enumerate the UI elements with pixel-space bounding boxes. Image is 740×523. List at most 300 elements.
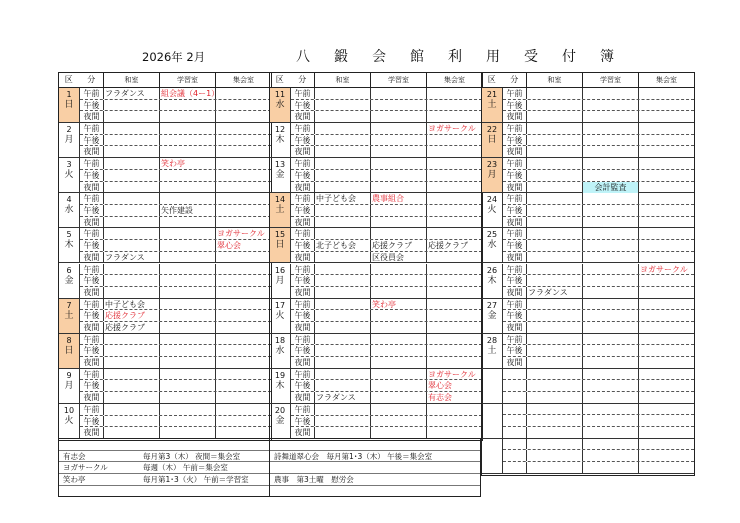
booking-cell-gakushu[interactable] <box>371 357 427 368</box>
booking-cell-washitsu[interactable] <box>527 322 583 333</box>
booking-cell-gakushu[interactable] <box>160 217 216 228</box>
booking-cell-gakushu[interactable] <box>160 416 216 427</box>
booking-cell-washitsu[interactable] <box>315 123 371 134</box>
booking-cell-gakushu[interactable] <box>583 228 639 239</box>
booking-cell-gakushu[interactable] <box>371 380 427 391</box>
booking-cell-shukai[interactable] <box>427 217 482 228</box>
booking-cell-gakushu[interactable] <box>583 264 639 275</box>
booking-cell-washitsu[interactable] <box>315 299 371 310</box>
booking-cell-gakushu[interactable]: 区役員会 <box>371 252 427 263</box>
booking-cell-washitsu[interactable]: 中子ども会 <box>315 193 371 204</box>
booking-cell-washitsu[interactable] <box>527 392 583 403</box>
booking-cell-gakushu[interactable] <box>583 462 639 473</box>
booking-cell-washitsu[interactable] <box>104 100 160 111</box>
booking-cell-washitsu[interactable] <box>315 146 371 157</box>
time-slots <box>80 264 271 298</box>
booking-cell-shukai[interactable] <box>639 310 694 321</box>
booking-cell-washitsu[interactable] <box>527 252 583 263</box>
booking-cell-gakushu[interactable] <box>583 170 639 181</box>
booking-cell-washitsu[interactable] <box>315 416 371 427</box>
booking-cell-washitsu[interactable] <box>315 100 371 111</box>
booking-cell-washitsu[interactable] <box>315 182 371 193</box>
booking-cell-washitsu[interactable] <box>527 217 583 228</box>
booking-cell-shukai[interactable] <box>216 170 271 181</box>
booking-cell-washitsu[interactable] <box>315 111 371 122</box>
booking-cell-washitsu[interactable] <box>104 158 160 169</box>
booking-cell-washitsu[interactable] <box>104 228 160 239</box>
booking-cell-shukai[interactable] <box>639 228 694 239</box>
booking-cell-shukai[interactable] <box>427 88 482 99</box>
booking-cell-gakushu[interactable]: 組会議（4ー1） <box>161 89 220 98</box>
booking-cell-gakushu[interactable] <box>160 193 216 204</box>
booking-cell-washitsu[interactable] <box>527 146 583 157</box>
booking-cell-gakushu[interactable] <box>583 193 639 204</box>
booking-cell-shukai[interactable] <box>639 334 694 345</box>
booking-cell-gakushu[interactable] <box>371 322 427 333</box>
booking-cell-shukai[interactable] <box>216 111 271 122</box>
booking-cell-washitsu[interactable] <box>315 427 371 438</box>
booking-cell-gakushu[interactable] <box>583 369 639 379</box>
booking-cell-washitsu[interactable] <box>104 345 160 356</box>
day-number: 23 <box>486 160 498 170</box>
booking-cell-gakushu[interactable] <box>160 240 216 251</box>
booking-cell-gakushu[interactable] <box>371 158 427 169</box>
booking-cell-washitsu[interactable] <box>527 170 583 181</box>
slot-row <box>291 380 482 392</box>
booking-cell-shukai[interactable] <box>427 275 482 286</box>
booking-cell-shukai[interactable] <box>639 427 694 438</box>
booking-cell-gakushu[interactable] <box>160 287 216 298</box>
slot-label: 夜間 <box>80 111 104 122</box>
booking-cell-gakushu[interactable] <box>160 252 216 263</box>
booking-cell-gakushu[interactable] <box>583 334 639 345</box>
booking-cell-washitsu[interactable] <box>315 217 371 228</box>
booking-cell-gakushu[interactable] <box>583 111 639 122</box>
day-label <box>270 123 291 157</box>
booking-cell-shukai[interactable] <box>216 146 271 157</box>
booking-cell-shukai[interactable] <box>427 158 482 169</box>
booking-cell-shukai[interactable] <box>427 427 482 438</box>
booking-cell-shukai[interactable] <box>639 345 694 356</box>
booking-cell-gakushu[interactable] <box>160 123 216 134</box>
booking-cell-gakushu[interactable]: 矢作建設 <box>160 205 216 216</box>
booking-cell-gakushu[interactable] <box>583 275 639 286</box>
booking-cell-shukai[interactable] <box>639 357 694 368</box>
booking-cell-shukai[interactable] <box>639 252 694 263</box>
booking-cell-washitsu[interactable] <box>315 88 371 99</box>
booking-cell-gakushu[interactable] <box>371 345 427 356</box>
booking-cell-shukai[interactable] <box>216 135 271 146</box>
booking-cell-shukai[interactable] <box>639 369 694 379</box>
booking-cell-shukai[interactable] <box>427 404 482 415</box>
booking-cell-gakushu[interactable]: 応援クラブ <box>371 240 427 251</box>
booking-cell-gakushu[interactable] <box>583 404 639 414</box>
booking-cell-shukai[interactable] <box>427 310 482 321</box>
booking-cell-shukai[interactable] <box>427 146 482 157</box>
booking-cell-shukai[interactable] <box>639 111 694 122</box>
booking-cell-shukai[interactable] <box>639 123 694 134</box>
footer-note-name <box>63 439 143 450</box>
booking-cell-washitsu[interactable] <box>104 334 160 345</box>
day-label <box>270 158 291 192</box>
booking-cell-gakushu[interactable] <box>583 88 639 99</box>
booking-cell-gakushu[interactable] <box>371 416 427 427</box>
booking-cell-washitsu[interactable] <box>104 275 160 286</box>
booking-cell-shukai[interactable] <box>639 182 694 193</box>
booking-cell-shukai[interactable] <box>216 287 271 298</box>
booking-cell-shukai[interactable] <box>216 182 271 193</box>
booking-cell-washitsu[interactable]: フラダンス <box>104 252 160 263</box>
booking-cell-shukai[interactable] <box>427 182 482 193</box>
booking-cell-shukai[interactable] <box>216 334 271 345</box>
booking-cell-washitsu[interactable] <box>104 111 160 122</box>
booking-cell-gakushu[interactable]: 会計監査 <box>583 182 639 193</box>
booking-cell-gakushu[interactable] <box>371 310 427 321</box>
booking-cell-washitsu[interactable] <box>527 310 583 321</box>
booking-cell-shukai[interactable] <box>639 415 694 425</box>
time-slots <box>291 264 482 298</box>
booking-cell-gakushu[interactable] <box>583 322 639 333</box>
booking-cell-washitsu[interactable] <box>104 170 160 181</box>
booking-cell-gakushu[interactable] <box>371 264 427 275</box>
booking-cell-shukai[interactable] <box>427 264 482 275</box>
booking-cell-shukai[interactable] <box>427 345 482 356</box>
slot-label: 午後 <box>503 100 527 111</box>
slot-row <box>80 369 271 381</box>
booking-cell-washitsu[interactable] <box>104 193 160 204</box>
booking-cell-shukai[interactable]: ヨガサークル <box>428 369 476 379</box>
booking-cell-washitsu[interactable] <box>527 369 583 379</box>
booking-cell-washitsu[interactable] <box>104 217 160 228</box>
booking-cell-gakushu[interactable]: 笑わ亭 <box>371 299 427 310</box>
booking-cell-washitsu[interactable] <box>315 310 371 321</box>
booking-cell-shukai[interactable] <box>639 135 694 146</box>
booking-cell-washitsu[interactable] <box>315 205 371 216</box>
booking-cell-washitsu[interactable] <box>104 416 160 427</box>
booking-cell-shukai[interactable] <box>216 205 271 216</box>
booking-cell-shukai[interactable] <box>216 88 271 99</box>
booking-cell-shukai[interactable] <box>639 193 694 204</box>
booking-cell-washitsu[interactable] <box>527 345 583 356</box>
booking-cell-gakushu[interactable] <box>160 170 216 181</box>
booking-cell-shukai[interactable] <box>427 205 482 216</box>
booking-cell-gakushu[interactable] <box>160 275 216 286</box>
booking-cell-gakushu[interactable] <box>371 404 427 415</box>
booking-cell-washitsu[interactable] <box>315 275 371 286</box>
booking-cell-washitsu[interactable] <box>315 380 371 391</box>
booking-cell-gakushu[interactable] <box>160 228 216 239</box>
booking-cell-shukai[interactable] <box>427 322 482 333</box>
booking-cell-washitsu[interactable] <box>104 240 160 251</box>
booking-cell-washitsu[interactable] <box>527 299 583 310</box>
booking-cell-shukai[interactable] <box>427 334 482 345</box>
booking-cell-shukai[interactable] <box>427 287 482 298</box>
booking-cell-washitsu[interactable] <box>527 193 583 204</box>
booking-cell-shukai[interactable] <box>216 158 271 169</box>
booking-cell-washitsu[interactable] <box>104 205 160 216</box>
booking-cell-gakushu[interactable] <box>160 404 216 415</box>
time-slots <box>291 404 482 438</box>
booking-cell-shukai[interactable] <box>639 322 694 333</box>
booking-cell-washitsu[interactable] <box>104 392 160 403</box>
booking-cell-washitsu[interactable] <box>104 427 160 438</box>
booking-cell-shukai[interactable] <box>216 392 271 403</box>
booking-cell-shukai[interactable]: 翠心会 <box>217 241 241 251</box>
booking-cell-shukai[interactable] <box>427 170 482 181</box>
booking-cell-shukai[interactable]: 応援クラブ <box>428 241 468 251</box>
booking-cell-shukai[interactable]: ヨガサークル <box>217 229 265 239</box>
booking-cell-gakushu[interactable] <box>371 111 427 122</box>
booking-cell-washitsu[interactable] <box>104 404 160 415</box>
booking-cell-gakushu[interactable] <box>583 450 639 460</box>
booking-cell-shukai[interactable] <box>639 158 694 169</box>
booking-cell-gakushu[interactable] <box>371 123 427 134</box>
booking-cell-washitsu[interactable] <box>315 135 371 146</box>
column-header-gakushu: 学習室 <box>371 73 427 87</box>
booking-cell-washitsu[interactable] <box>104 182 160 193</box>
booking-cell-gakushu[interactable] <box>371 100 427 111</box>
booking-cell-washitsu[interactable]: 中子ども会 <box>104 299 160 310</box>
booking-cell-gakushu[interactable] <box>583 217 639 228</box>
booking-cell-gakushu[interactable] <box>583 146 639 157</box>
booking-cell-shukai[interactable] <box>639 170 694 181</box>
booking-cell-gakushu[interactable] <box>160 146 216 157</box>
booking-cell-washitsu[interactable] <box>104 135 160 146</box>
booking-cell-gakushu[interactable] <box>583 252 639 263</box>
booking-cell-gakushu[interactable] <box>160 135 216 146</box>
booking-cell-gakushu[interactable] <box>371 369 427 380</box>
booking-cell-shukai[interactable] <box>639 462 694 473</box>
booking-cell-gakushu[interactable] <box>160 380 216 391</box>
booking-cell-washitsu[interactable] <box>315 357 371 368</box>
booking-cell-washitsu[interactable] <box>315 228 371 239</box>
booking-cell-shukai[interactable] <box>639 380 694 390</box>
booking-cell-shukai[interactable] <box>216 252 271 263</box>
booking-cell-shukai[interactable] <box>639 100 694 111</box>
booking-cell-shukai[interactable] <box>216 345 271 356</box>
booking-cell-washitsu[interactable] <box>527 182 583 193</box>
booking-cell-shukai[interactable] <box>427 100 482 111</box>
booking-cell-washitsu[interactable]: フラダンス <box>104 88 160 99</box>
calendar-block-1 <box>58 72 272 441</box>
booking-cell-shukai[interactable] <box>427 193 482 204</box>
booking-cell-shukai[interactable]: 有志会 <box>428 393 452 403</box>
booking-cell-shukai[interactable] <box>427 416 482 427</box>
day-label <box>482 299 503 333</box>
booking-cell-gakushu[interactable] <box>160 299 216 310</box>
booking-cell-shukai[interactable] <box>639 275 694 286</box>
booking-cell-gakushu[interactable] <box>583 345 639 356</box>
booking-cell-gakushu[interactable] <box>583 380 639 390</box>
booking-cell-washitsu[interactable]: 応援クラブ <box>104 322 160 333</box>
booking-cell-gakushu[interactable] <box>583 123 639 134</box>
booking-cell-washitsu[interactable] <box>315 404 371 415</box>
booking-cell-washitsu[interactable] <box>527 462 583 473</box>
booking-cell-washitsu[interactable] <box>104 264 160 275</box>
booking-cell-washitsu[interactable] <box>104 123 160 134</box>
booking-cell-washitsu[interactable] <box>104 357 160 368</box>
booking-cell-washitsu[interactable] <box>527 450 583 460</box>
booking-cell-gakushu[interactable] <box>160 334 216 345</box>
booking-cell-shukai[interactable] <box>216 264 271 275</box>
booking-cell-washitsu[interactable] <box>104 146 160 157</box>
booking-cell-washitsu[interactable] <box>527 415 583 425</box>
booking-cell-washitsu[interactable] <box>527 439 583 449</box>
booking-cell-gakushu[interactable] <box>371 146 427 157</box>
booking-cell-shukai[interactable] <box>216 427 271 438</box>
booking-cell-washitsu[interactable] <box>527 111 583 122</box>
booking-cell-gakushu[interactable] <box>371 392 427 403</box>
booking-cell-shukai[interactable] <box>216 123 271 134</box>
booking-cell-gakushu[interactable] <box>583 100 639 111</box>
booking-cell-gakushu[interactable] <box>160 264 216 275</box>
booking-cell-washitsu[interactable] <box>315 345 371 356</box>
booking-cell-washitsu[interactable] <box>527 100 583 111</box>
slot-row <box>503 310 694 322</box>
booking-cell-washitsu[interactable] <box>315 369 371 380</box>
booking-cell-washitsu[interactable] <box>527 264 583 275</box>
booking-cell-washitsu[interactable] <box>527 427 583 438</box>
booking-cell-washitsu[interactable]: 北子ども会 <box>315 240 371 251</box>
booking-cell-gakushu[interactable] <box>583 439 639 449</box>
booking-cell-shukai[interactable] <box>639 287 694 298</box>
booking-cell-washitsu[interactable] <box>315 158 371 169</box>
booking-cell-shukai[interactable] <box>427 252 482 263</box>
booking-cell-gakushu[interactable] <box>160 182 216 193</box>
slot-row <box>291 88 482 100</box>
booking-cell-shukai[interactable] <box>639 88 694 99</box>
booking-cell-gakushu[interactable] <box>583 392 639 403</box>
booking-cell-washitsu[interactable] <box>527 158 583 169</box>
booking-cell-shukai[interactable] <box>216 217 271 228</box>
booking-cell-washitsu[interactable] <box>527 205 583 216</box>
booking-cell-washitsu[interactable] <box>315 252 371 263</box>
booking-cell-gakushu[interactable] <box>583 287 639 298</box>
booking-cell-shukai[interactable] <box>216 299 271 310</box>
booking-cell-shukai[interactable] <box>427 357 482 368</box>
booking-cell-gakushu[interactable] <box>583 240 639 251</box>
booking-cell-shukai[interactable] <box>216 193 271 204</box>
booking-cell-gakushu[interactable] <box>371 182 427 193</box>
booking-cell-gakushu[interactable] <box>583 357 639 368</box>
booking-cell-shukai[interactable]: 翠心会 <box>428 381 452 391</box>
booking-cell-shukai[interactable] <box>427 135 482 146</box>
booking-cell-gakushu[interactable] <box>160 369 216 380</box>
booking-cell-gakushu[interactable] <box>371 205 427 216</box>
booking-cell-washitsu[interactable]: 応援クラブ <box>104 310 160 321</box>
slot-label: 夜間 <box>80 287 104 298</box>
booking-cell-shukai[interactable] <box>427 111 482 122</box>
booking-cell-shukai[interactable] <box>639 450 694 460</box>
booking-cell-shukai[interactable] <box>216 100 271 111</box>
booking-cell-shukai[interactable] <box>639 299 694 310</box>
booking-cell-gakushu[interactable] <box>160 100 216 111</box>
booking-cell-washitsu[interactable] <box>527 334 583 345</box>
booking-cell-gakushu[interactable] <box>160 427 216 438</box>
booking-cell-gakushu[interactable] <box>583 310 639 321</box>
booking-cell-shukai[interactable] <box>216 416 271 427</box>
booking-cell-washitsu[interactable] <box>315 264 371 275</box>
booking-cell-washitsu[interactable] <box>527 123 583 134</box>
booking-cell-washitsu[interactable] <box>104 287 160 298</box>
booking-cell-washitsu[interactable] <box>527 228 583 239</box>
booking-cell-shukai[interactable] <box>216 380 271 391</box>
booking-cell-gakushu[interactable] <box>160 322 216 333</box>
booking-cell-gakushu[interactable] <box>583 415 639 425</box>
booking-cell-shukai[interactable]: ヨガサークル <box>640 264 688 274</box>
booking-cell-shukai[interactable] <box>427 299 482 310</box>
booking-cell-shukai[interactable] <box>639 392 694 403</box>
slot-label: 午後 <box>80 240 104 251</box>
booking-cell-gakushu[interactable] <box>371 217 427 228</box>
booking-cell-shukai[interactable] <box>216 322 271 333</box>
booking-cell-shukai[interactable] <box>216 369 271 380</box>
booking-cell-shukai[interactable] <box>216 310 271 321</box>
booking-cell-shukai[interactable] <box>216 404 271 415</box>
booking-cell-gakushu[interactable] <box>160 345 216 356</box>
booking-cell-washitsu[interactable] <box>527 240 583 251</box>
slot-label: 午前 <box>291 334 315 345</box>
booking-cell-washitsu[interactable] <box>527 135 583 146</box>
booking-cell-washitsu[interactable] <box>104 380 160 391</box>
booking-cell-gakushu[interactable] <box>371 427 427 438</box>
booking-cell-gakushu[interactable] <box>371 170 427 181</box>
booking-cell-gakushu[interactable]: 農事組合 <box>371 193 427 204</box>
booking-cell-washitsu[interactable] <box>315 322 371 333</box>
booking-cell-washitsu[interactable]: フラダンス <box>527 287 583 298</box>
booking-cell-shukai[interactable] <box>639 240 694 251</box>
booking-cell-shukai[interactable] <box>639 404 694 414</box>
booking-cell-washitsu[interactable] <box>315 170 371 181</box>
booking-cell-washitsu[interactable] <box>527 404 583 414</box>
booking-cell-shukai[interactable] <box>427 228 482 239</box>
booking-cell-shukai[interactable] <box>216 275 271 286</box>
booking-cell-gakushu[interactable] <box>583 158 639 169</box>
booking-cell-washitsu[interactable] <box>527 380 583 390</box>
booking-cell-shukai[interactable] <box>216 357 271 368</box>
booking-cell-gakushu[interactable] <box>583 427 639 438</box>
booking-cell-gakushu[interactable] <box>371 287 427 298</box>
booking-cell-gakushu[interactable] <box>371 228 427 239</box>
time-slots <box>80 228 271 262</box>
booking-cell-shukai[interactable]: ヨガサークル <box>428 124 476 134</box>
booking-cell-gakushu[interactable] <box>160 111 216 122</box>
booking-cell-washitsu[interactable] <box>104 369 160 380</box>
booking-cell-shukai[interactable] <box>639 146 694 157</box>
booking-cell-gakushu[interactable] <box>160 357 216 368</box>
booking-cell-gakushu[interactable] <box>160 310 216 321</box>
booking-cell-gakushu[interactable] <box>160 392 216 403</box>
booking-cell-shukai[interactable] <box>639 217 694 228</box>
booking-cell-shukai[interactable] <box>639 205 694 216</box>
booking-cell-washitsu[interactable] <box>315 334 371 345</box>
booking-cell-gakushu[interactable] <box>583 299 639 310</box>
booking-cell-gakushu[interactable] <box>371 275 427 286</box>
booking-cell-shukai[interactable] <box>639 439 694 449</box>
booking-cell-washitsu[interactable] <box>527 88 583 99</box>
booking-cell-gakushu[interactable] <box>371 334 427 345</box>
booking-cell-washitsu[interactable]: フラダンス <box>315 392 371 403</box>
booking-cell-gakushu[interactable]: 笑わ亭 <box>160 158 216 169</box>
booking-cell-gakushu[interactable] <box>583 135 639 146</box>
day-of-week: 水 <box>275 345 285 356</box>
booking-cell-washitsu[interactable] <box>527 357 583 368</box>
booking-cell-gakushu[interactable] <box>371 88 427 99</box>
booking-cell-gakushu[interactable] <box>583 205 639 216</box>
booking-cell-gakushu[interactable] <box>371 135 427 146</box>
booking-cell-washitsu[interactable] <box>527 275 583 286</box>
booking-cell-washitsu[interactable] <box>315 287 371 298</box>
